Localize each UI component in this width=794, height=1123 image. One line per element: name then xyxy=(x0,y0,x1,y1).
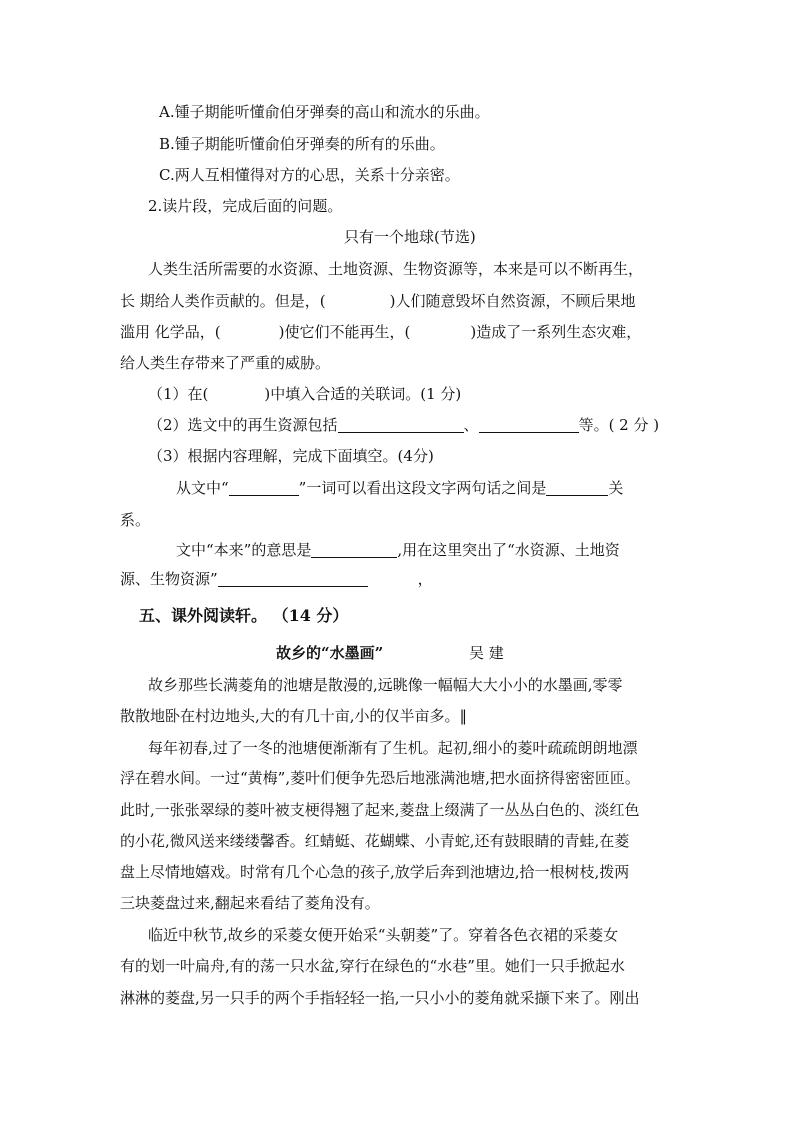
article-line: 每年初春,过了一冬的池塘便渐渐有了生机。起初,细小的菱叶疏疏朗朗地漂 xyxy=(148,739,638,757)
article-line: 有的划一叶扁舟,有的荡一只水盆,穿行在绿色的“水巷”里。她们一只手掀起水 xyxy=(120,957,625,975)
article-line: 浮在碧水间。一过“黄梅”,菱叶们便争先恐后地涨满池塘,把水面挤得密密匝匝。 xyxy=(120,769,640,787)
answer-blank[interactable] xyxy=(218,571,368,587)
article-line: 故乡那些长满菱角的池塘是散漫的,远眺像一幅幅大大小小的水墨画,零零 xyxy=(148,676,623,694)
excerpt-line-3: 滥用 化学品，( )使它们不能再生，( )造成了一系列生态灾难， xyxy=(120,323,642,341)
sub-question-1: （1）在( )中填入合适的关联词。(1 分) xyxy=(148,385,462,403)
fill-line-1-cont: 系。 xyxy=(120,511,151,529)
article-line: 散散地卧在村边地头,大的有几十亩,小的仅半亩多。‖ xyxy=(120,707,468,725)
option-a: A.锺子期能听懂俞伯牙弹奏的高山和流水的乐曲。 xyxy=(159,103,490,121)
excerpt-line-2: 长 期给人类作贡献的。但是，( )人们随意毁坏自然资源，不顾后果地 xyxy=(120,292,636,310)
answer-blank[interactable] xyxy=(546,480,608,496)
fill-line-1: 从文中“ ”一词可以看出这段文字两句话之间是 关 xyxy=(176,479,624,497)
excerpt-title: 只有一个地球(节选) xyxy=(344,228,476,246)
section-heading: 五、课外阅读轩。 （14 分） xyxy=(139,606,349,625)
answer-blank[interactable] xyxy=(311,542,397,558)
fill-line-2: 文中“本来”的意思是 ,用在这里突出了“水资源、土地资 xyxy=(176,541,620,559)
article-author: 吴 建 xyxy=(469,644,504,662)
excerpt-line-4: 给人类生存带来了严重的威胁。 xyxy=(120,354,331,372)
answer-blank[interactable] xyxy=(338,417,464,433)
article-line: 盘上尽情地嬉戏。时常有几个心急的孩子,放学后奔到池塘边,拾一根树枝,拨两 xyxy=(120,863,630,881)
article-title: 故乡的“水墨画” xyxy=(276,644,384,662)
article-line: 三块菱盘过来,翻起来看结了菱角没有。 xyxy=(120,894,380,912)
sub-question-2: （2）选文中的再生资源包括 、 等。( 2 分 ) xyxy=(148,416,660,434)
article-line: 淋淋的菱盘,另一只手的两个手指轻轻一掐,一只小小的菱角就采撷下来了。刚出 xyxy=(120,989,640,1007)
answer-blank[interactable] xyxy=(229,480,299,496)
article-line: 临近中秋节,故乡的采菱女便开始采“头朝菱”了。穿着各色衣裙的采菱女 xyxy=(148,926,619,944)
option-c: C.两人互相懂得对方的心思，关系十分亲密。 xyxy=(159,166,460,184)
fill-line-2-cont: 源、生物资源” ， xyxy=(120,570,433,588)
question-2-prompt: 2.读片段，完成后面的问题。 xyxy=(148,197,343,215)
article-line: 此时,一张张翠绿的菱叶被支梗得翘了起来,菱盘上缀满了一丛丛白色的、淡红色 xyxy=(120,801,640,819)
sub-question-3: （3）根据内容理解，完成下面填空。(4分) xyxy=(148,447,434,465)
article-line: 的小花,微风送来缕缕馨香。红蜻蜓、花蝴蝶、小青蛇,还有鼓眼睛的青蛙,在菱 xyxy=(120,832,630,850)
option-b: B.锺子期能听懂俞伯牙弹奏的所有的乐曲。 xyxy=(159,135,445,153)
excerpt-line-1: 人类生活所需要的水资源、土地资源、生物资源等，本来是可以不断再生， xyxy=(148,260,644,278)
answer-blank[interactable] xyxy=(479,417,579,433)
